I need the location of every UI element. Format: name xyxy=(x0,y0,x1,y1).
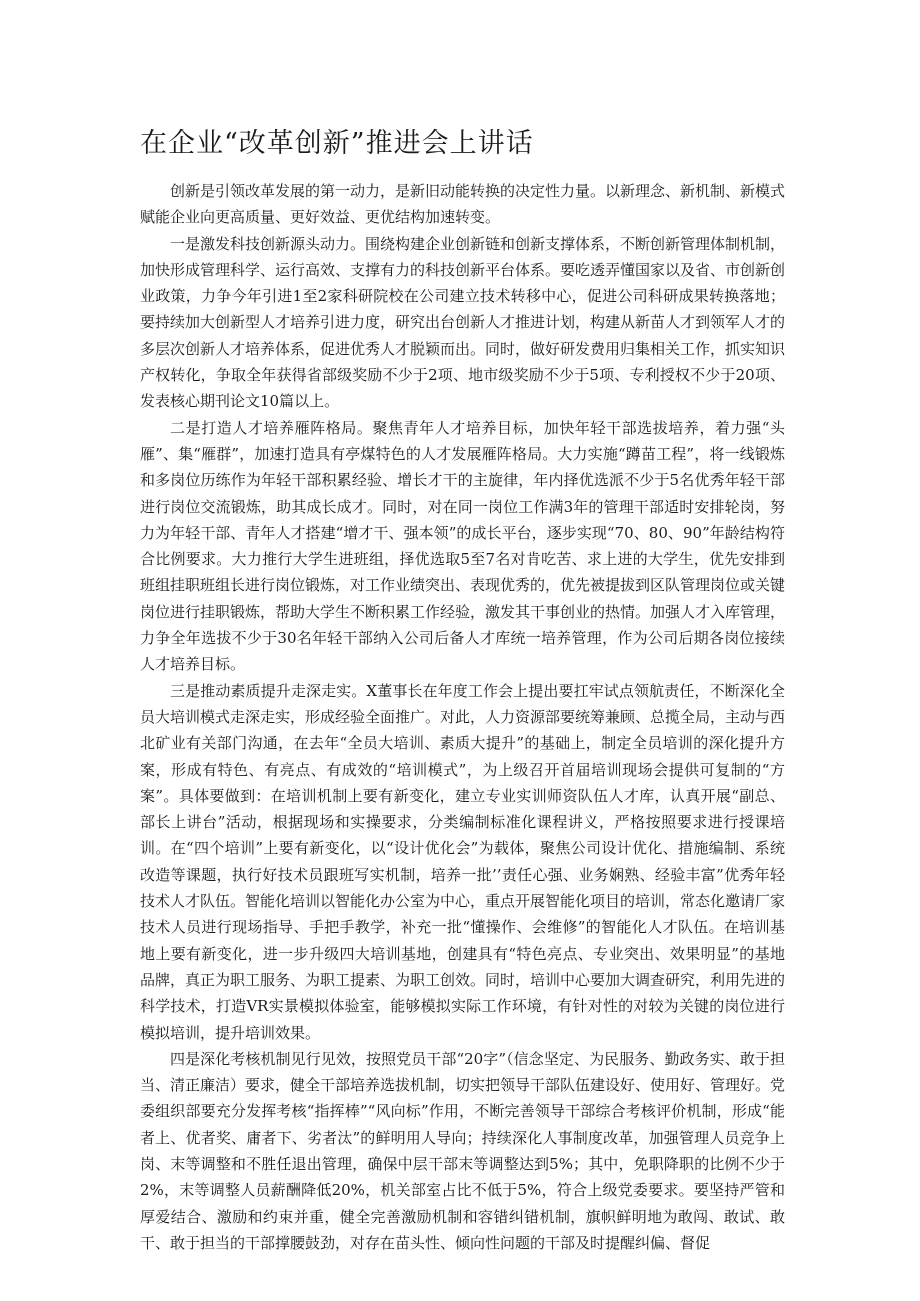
page-title: 在企业“改革创新”推进会上讲话 xyxy=(140,128,534,159)
paragraph-section-3: 三是推动素质提升走深走实。X董事长在年度工作会上提出要扛牢试点领航责任，不断深化全员大培训模式走深走实，形成经验全面推广。对此，人力资源部要统筹兼顾、总揽全局，主动与西北矿业有关部门沟通，在去年“全员大培训、素质大提升”的基础上，制定全员培训的深化提升方案，形成有特色、有亮点、有成效的“培训模式”，为上级召开首届培训现场会提供可复制的“方案”。具体要做到：在培训机制上要有新变化，建立专业实训师资队伍人才库，认真开展“副总、部长上讲台”活动，根据现场和实操要求，分类编制标准化课程讲义，严格按照要求进行授课培训。在“四个培训”上要有新变化，以“设计优化会”为载体，聚焦公司设计优化、措施编制、系统改造等课题，执行好技术员跟班写实机制，培养一批’’责任心强、业务娴熟、经验丰富”优秀年轻技术人才队伍。智能化培训以智能化办公室为中心，重点开展智能化项目的培训，常态化邀请厂家技术人员进行现场指导、手把手教学，补充一批“懂操作、会维修”的智能化人才队伍。在培训基地上要有新变化，进一步升级四大培训基地，创建具有“特色亮点、专业突出、效果明显”的基地品牌，真正为职工服务、为职工提素、为职工创效。同时，培训中心要加大调查研究，利用先进的科学技术，打造VR实景模拟体验室，能够模拟实际工作环境，有针对性的对较为关键的岗位进行模拟培训，提升培训效果。 xyxy=(140,681,785,1042)
paragraph-section-1: 一是激发科技创新源头动力。围绕构建企业创新链和创新支撑体系，不断创新管理体制机制，加快形成管理科学、运行高效、支撑有力的科技创新平台体系。要吃透弄懂国家以及省、市创新创业政策，力争今年引进1至2家科研院校在公司建立技术转移中心，促进公司科研成果转换落地；要持续加大创新型人才培养引进力度，研究出台创新人才推进计划，构建从新苗人才到领军人才的多层次创新人才培养体系，促进优秀人才脱颖而出。同时，做好研发费用归集相关工作，抓实知识产权转化，争取全年获得省部级奖励不少于2项、地市级奖励不少于5项、专利授权不少于20项、发表核心期刊论文10篇以上。 xyxy=(140,234,785,411)
paragraph-section-2: 二是打造人才培养雁阵格局。聚焦青年人才培养目标，加快年轻干部选拔培养，着力强“头雁”、集“雁群”，加速打造具有亭煤特色的人才发展雁阵格局。大力实施“蹲苗工程”，将一线锻炼和多岗位历练作为年轻干部积累经验、增长才干的主旋律，年内择优选派不少于5名优秀年轻干部进行岗位交流锻炼，助其成长成才。同时，对在同一岗位工作满3年的管理干部适时安排轮岗，努力为年轻干部、青年人才搭建“增才干、强本领”的成长平台，逐步实现“70、80、90”年龄结构符合比例要求。大力推行大学生进班组，择优选取5至7名对肯吃苦、求上进的大学生，优先安排到班组挂职班组长进行岗位锻炼，对工作业绩突出、表现优秀的，优先被提拔到区队管理岗位或关键岗位进行挂职锻炼，帮助大学生不断积累工作经验，激发其干事创业的热情。加强人才入库管理，力争全年选拔不少于30名年轻干部纳入公司后备人才库统一培养管理，作为公司后期各岗位接续人才培养目标。 xyxy=(140,418,785,674)
paragraph-section-4: 四是深化考核机制见行见效，按照党员干部“20字”（信念坚定、为民服务、勤政务实、敢于担当、清正廉洁）要求，健全干部培养选拔机制，切实把领导干部队伍建设好、使用好、管理好。党委组织部要充分发挥考核“指挥棒”“风向标”作用，不断完善领导干部综合考核评价机制，形成“能者上、优者奖、庸者下、劣者汰”的鲜明用人导向；持续深化人事制度改革，加强管理人员竞争上岗、末等调整和不胜任退出管理，确保中层干部末等调整达到5%；其中，免职降职的比例不少于2%，末等调整人员薪酬降低20%，机关部室占比不低于5%，符合上级党委要求。要坚持严管和厚爱结合、激励和约束并重，健全完善激励机制和容错纠错机制，旗帜鲜明地为敢闯、敢试、敢干、敢于担当的干部撑腰鼓劲，对存在苗头性、倾向性问题的干部及时提醒纠偏、督促 xyxy=(140,1049,785,1252)
document-body xyxy=(140,178,785,1301)
paragraph-intro: 创新是引领改革发展的第一动力，是新旧动能转换的决定性力量。以新理念、新机制、新模式赋能企业向更高质量、更好效益、更优结构加速转变。 xyxy=(140,182,785,227)
